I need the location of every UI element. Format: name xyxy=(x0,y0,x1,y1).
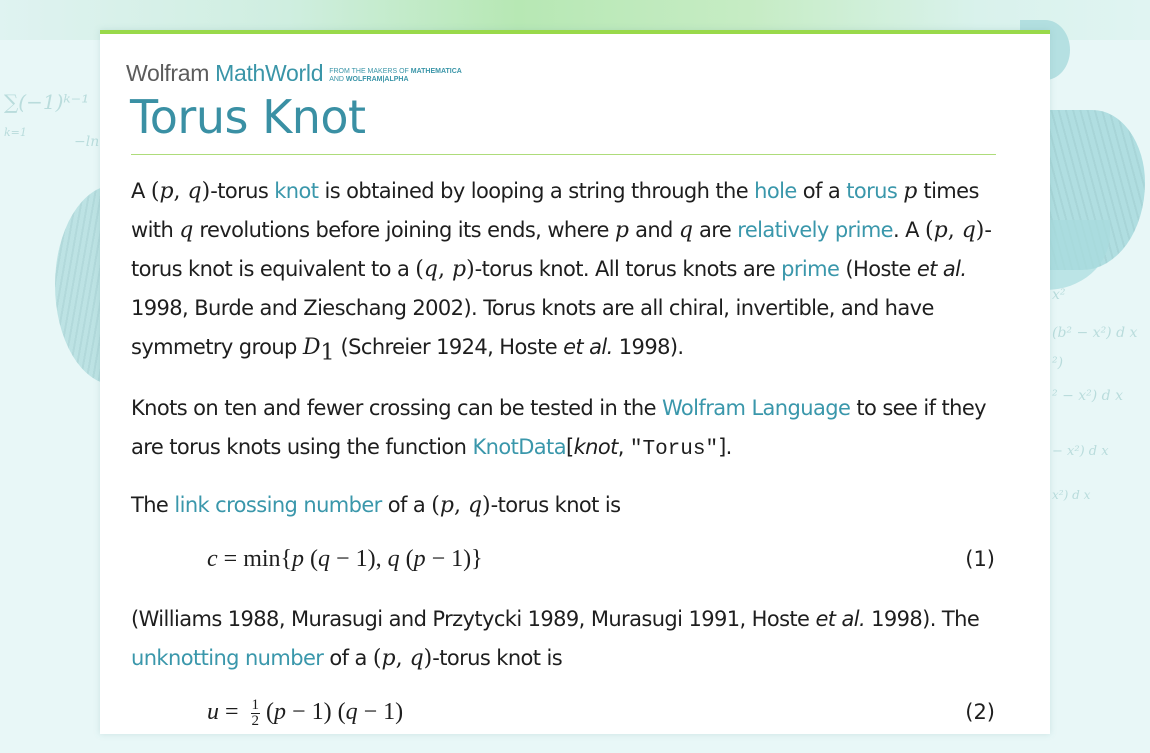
text: . A xyxy=(893,218,925,242)
fraction-denominator: 2 xyxy=(251,713,260,730)
link-unknotting-number[interactable]: unknotting number xyxy=(131,646,324,671)
paragraph-crossing-number xyxy=(131,486,1001,525)
link-relatively-prime[interactable]: relatively prime xyxy=(737,218,893,242)
equation-lhs: u xyxy=(207,699,219,726)
equals-sign: = xyxy=(219,699,245,726)
background-formula-fragment: (b² − x²) d x xyxy=(1052,325,1138,341)
math-p-q: (p, q) xyxy=(150,179,211,204)
equation-rhs: (p − 1) (q − 1) xyxy=(266,699,404,726)
text: ]. xyxy=(718,435,732,460)
link-prime[interactable]: prime xyxy=(781,257,840,281)
arg-knot: knot xyxy=(573,435,618,460)
tagline-wolframalpha: WOLFRAM|ALPHA xyxy=(345,76,409,83)
math-p: p xyxy=(614,218,629,243)
article-body xyxy=(131,172,1001,753)
equation-1 xyxy=(131,534,1001,590)
text: 1998, Burde and Zieschang 2002). Torus knots are all chiral, invertible, and have symmetry group xyxy=(131,296,934,359)
math-q: q xyxy=(678,218,693,243)
text: -torus knot is equivalent to a xyxy=(131,218,992,281)
equation-number: (1) xyxy=(965,547,995,572)
math-subscript: 1 xyxy=(320,340,335,366)
equation-2 xyxy=(131,687,1001,743)
math-p: p xyxy=(903,179,918,204)
brand-tagline xyxy=(329,68,462,87)
mathworld-logo-link[interactable] xyxy=(126,60,462,87)
background-formula-fragment: ² − x²) d x xyxy=(1052,388,1123,404)
page-title: Torus Knot xyxy=(130,90,366,144)
link-link-crossing-number[interactable]: link crossing number xyxy=(174,493,382,518)
tagline-mathematica: MATHEMATICA xyxy=(410,68,462,75)
text: 1998). The xyxy=(865,607,980,632)
paragraph-wolfram-language xyxy=(131,389,1001,469)
et-al: et al. xyxy=(563,335,613,359)
background-sum-formula: ∑(−1)ᵏ⁻¹ xyxy=(4,90,90,114)
text: 1998). xyxy=(612,335,684,359)
text: (Hoste xyxy=(839,257,917,281)
equation-rhs: = min{p (q − 1), q (p − 1)} xyxy=(217,546,483,573)
equation-1-body xyxy=(207,540,483,579)
article-card xyxy=(100,30,1050,734)
background-ln-fragment: −ln xyxy=(74,134,100,150)
math-q-p: (q, p) xyxy=(415,257,475,282)
equation-lhs: c xyxy=(207,546,218,573)
link-knot[interactable]: knot xyxy=(274,179,319,203)
brand-mathworld: MathWorld xyxy=(215,60,324,86)
text: -torus knot is xyxy=(432,646,563,671)
link-wolfram-language[interactable]: Wolfram Language xyxy=(662,396,851,421)
text: -torus knot. All torus knots are xyxy=(474,257,782,281)
math-d: D xyxy=(302,335,321,360)
link-knotdata[interactable]: KnotData xyxy=(472,435,566,460)
text: is obtained by looping a string through the xyxy=(318,179,755,203)
link-torus[interactable]: torus xyxy=(846,179,898,203)
text: revolutions before joining its ends, where xyxy=(193,218,615,242)
tagline-text: AND xyxy=(329,76,344,83)
text: to see if they are torus knots using the function xyxy=(131,396,986,460)
math-p-q: (p, q) xyxy=(372,646,433,672)
et-al: et al. xyxy=(916,257,967,281)
text: , xyxy=(617,435,630,460)
text: -torus xyxy=(210,179,275,203)
background-formula-fragment: x² xyxy=(1052,287,1066,303)
text: of a xyxy=(381,493,432,518)
math-p-q: (p, q) xyxy=(925,218,985,243)
link-hole[interactable]: hole xyxy=(754,179,797,203)
equation-2-body xyxy=(207,693,403,732)
text: and xyxy=(629,218,679,242)
arg-torus-string: "Torus" xyxy=(629,438,719,462)
text: of a xyxy=(796,179,847,203)
paragraph-definition xyxy=(131,172,1001,372)
background-formula-fragment: − x²) d x xyxy=(1052,444,1109,459)
background-sum-subscript: k=1 xyxy=(4,126,27,139)
et-al: et al. xyxy=(815,607,866,632)
fraction-numerator: 1 xyxy=(251,697,260,714)
equation-number: (2) xyxy=(965,700,995,725)
text: A xyxy=(131,179,151,203)
text: The xyxy=(131,493,175,518)
title-divider xyxy=(131,154,996,155)
text: (Williams 1988, Murasugi and Przytycki 1989, Murasugi 1991, Hoste xyxy=(131,607,816,632)
background-formula-fragment: x²) d x xyxy=(1052,488,1091,502)
text: of a xyxy=(323,646,373,671)
text: [ xyxy=(565,435,574,460)
background-formula-fragment: ²) xyxy=(1052,355,1064,371)
text: times with xyxy=(131,179,979,242)
fraction-one-half xyxy=(251,698,261,729)
text: -torus knot is xyxy=(490,493,621,518)
math-d1 xyxy=(302,335,335,366)
text: (Schreier 1924, Hoste xyxy=(334,335,564,359)
tagline-text: FROM THE MAKERS OF xyxy=(329,68,409,75)
paragraph-unknotting-number xyxy=(131,600,1001,678)
brand-wolfram: Wolfram xyxy=(126,60,210,86)
text: Knots on ten and fewer crossing can be tested in the xyxy=(131,396,662,421)
text: are xyxy=(692,218,738,242)
math-q: q xyxy=(179,218,194,243)
math-p-q: (p, q) xyxy=(431,493,491,519)
